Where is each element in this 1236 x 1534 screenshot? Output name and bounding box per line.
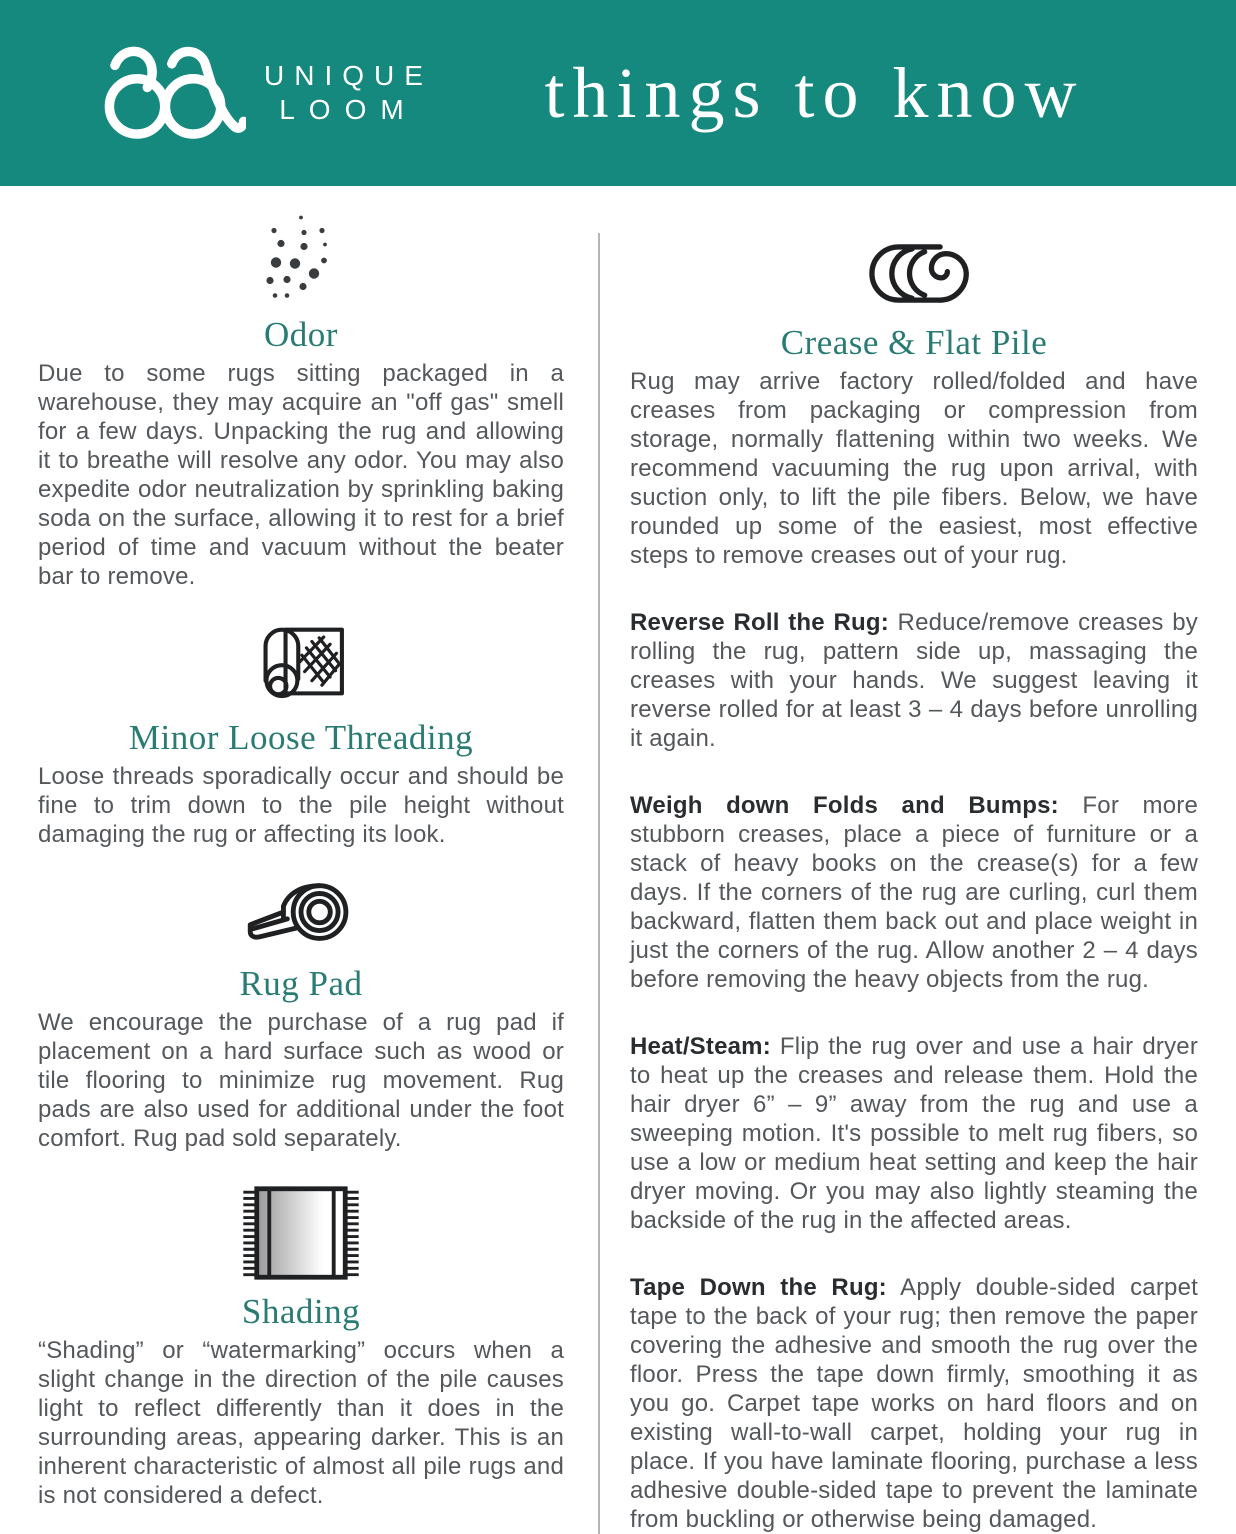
tip-label-reverse-roll: Reverse Roll the Rug:	[630, 609, 889, 636]
unique-loom-logo-icon	[96, 37, 246, 149]
brand-line2: LOOM	[279, 94, 418, 125]
section-body-shading: “Shading” or “watermarking” occurs when a slight change in the direction of the pile causes light to reflect differently than it does in the surrounding areas, appearing darker. This is an inherent characteristic of almost all pile rugs and is not considered a defect.	[38, 1337, 564, 1509]
crease-intro: Rug may arrive factory rolled/folded and have creases from packaging or compression from storage, normally flattening within two weeks. We recommend vacuuming the rug upon arrival, with suction only, to lift the pile fibers. Below, we have rounded up some of the easiest, most effective steps to remove creases out of your rug.	[630, 368, 1198, 569]
rug-pad-roll-icon	[38, 873, 564, 960]
section-odor	[38, 208, 564, 591]
rolled-rug-crosshatch-icon	[38, 605, 564, 714]
section-body-odor: Due to some rugs sitting packaged in a warehouse, they may acquire an "off gas" smell for a few days. Unpacking the rug and allowing it to breathe will resolve any odor. You may also expedite odor neutralization by sprinkling baking soda on the surface, allowing it to rest for a brief period of time and vacuum without the beater bar to remove.	[38, 360, 564, 590]
section-heading-crease: Crease & Flat Pile	[780, 323, 1048, 362]
section-minor-loose-threading	[38, 605, 564, 849]
header-banner	[0, 0, 1236, 186]
tip-label-heat-steam: Heat/Steam:	[630, 1033, 771, 1060]
tip-weigh-down	[630, 791, 1198, 994]
section-heading-shading: Shading	[241, 1292, 361, 1331]
odor-dots-icon	[38, 208, 564, 311]
section-shading	[38, 1183, 564, 1510]
tip-text-weigh-down: For more stubborn creases, place a piece of furniture or a stack of heavy books on the crease(s) for a few days. If the corners of the rug are curling, curl them backward, flatten them back out and place weight in just the corners of the rug. Allow another 2 – 4 days before removing the heavy objects from the rug.	[630, 792, 1199, 993]
section-rug-pad	[38, 873, 564, 1153]
tip-reverse-roll	[630, 608, 1198, 753]
brand-line1: UNIQUE	[264, 60, 433, 91]
shaded-rug-icon	[38, 1183, 564, 1288]
brand-name	[264, 59, 433, 127]
section-body-threading: Loose threads sporadically occur and should be fine to trim down to the pile height without damaging the rug or affecting its look.	[38, 763, 564, 848]
section-heading-rug-pad: Rug Pad	[239, 964, 363, 1003]
tip-text-heat-steam: Flip the rug over and use a hair dryer to heat up the creases and release them. Hold the hair dryer 6” – 9” away from the rug and use a sweeping motion. It's possible to melt rug fibers, so use a low or medium heat setting and keep the hair dryer moving. Or you may also lightly steaming the backside of the rug in the affected areas.	[630, 1033, 1199, 1234]
tip-label-tape-down: Tape Down the Rug:	[630, 1274, 887, 1301]
tip-text-tape-down: Apply double-sided carpet tape to the back of your rug; then remove the paper covering the adhesive and smooth the rug over the floor. Press the tape down firmly, smoothing it as you go. Carpet tape works on hard floors and on existing wall-to-wall carpet, holding your rug in place. If you have laminate flooring, purchase a less adhesive double-sided tape to prevent the laminate from buckling or otherwise being damaged.	[630, 1274, 1198, 1533]
tip-heat-steam	[630, 1032, 1198, 1235]
tip-text-reverse-roll: Reduce/remove creases by rolling the rug, pattern side up, massaging the creases with your hands. We suggest leaving it reverse rolled for at least 3 – 4 days before unrolling it again.	[630, 609, 1198, 752]
section-body-rug-pad: We encourage the purchase of a rug pad if placement on a hard surface such as wood or tile flooring to minimize rug movement. Rug pads are also used for additional under the foot comfort. Rug pad sold separately.	[38, 1009, 564, 1152]
left-column	[0, 186, 598, 1534]
page-title: things to know	[544, 52, 1085, 133]
brand-logo-group	[96, 37, 433, 149]
tip-tape-down	[630, 1273, 1198, 1534]
content-area	[0, 186, 1236, 1534]
right-column	[600, 186, 1236, 1534]
section-heading-odor: Odor	[264, 315, 338, 354]
section-heading-threading: Minor Loose Threading	[128, 718, 474, 757]
tip-label-weigh-down: Weigh down Folds and Bumps:	[630, 792, 1059, 819]
rolled-rug-spiral-icon	[630, 238, 1198, 315]
